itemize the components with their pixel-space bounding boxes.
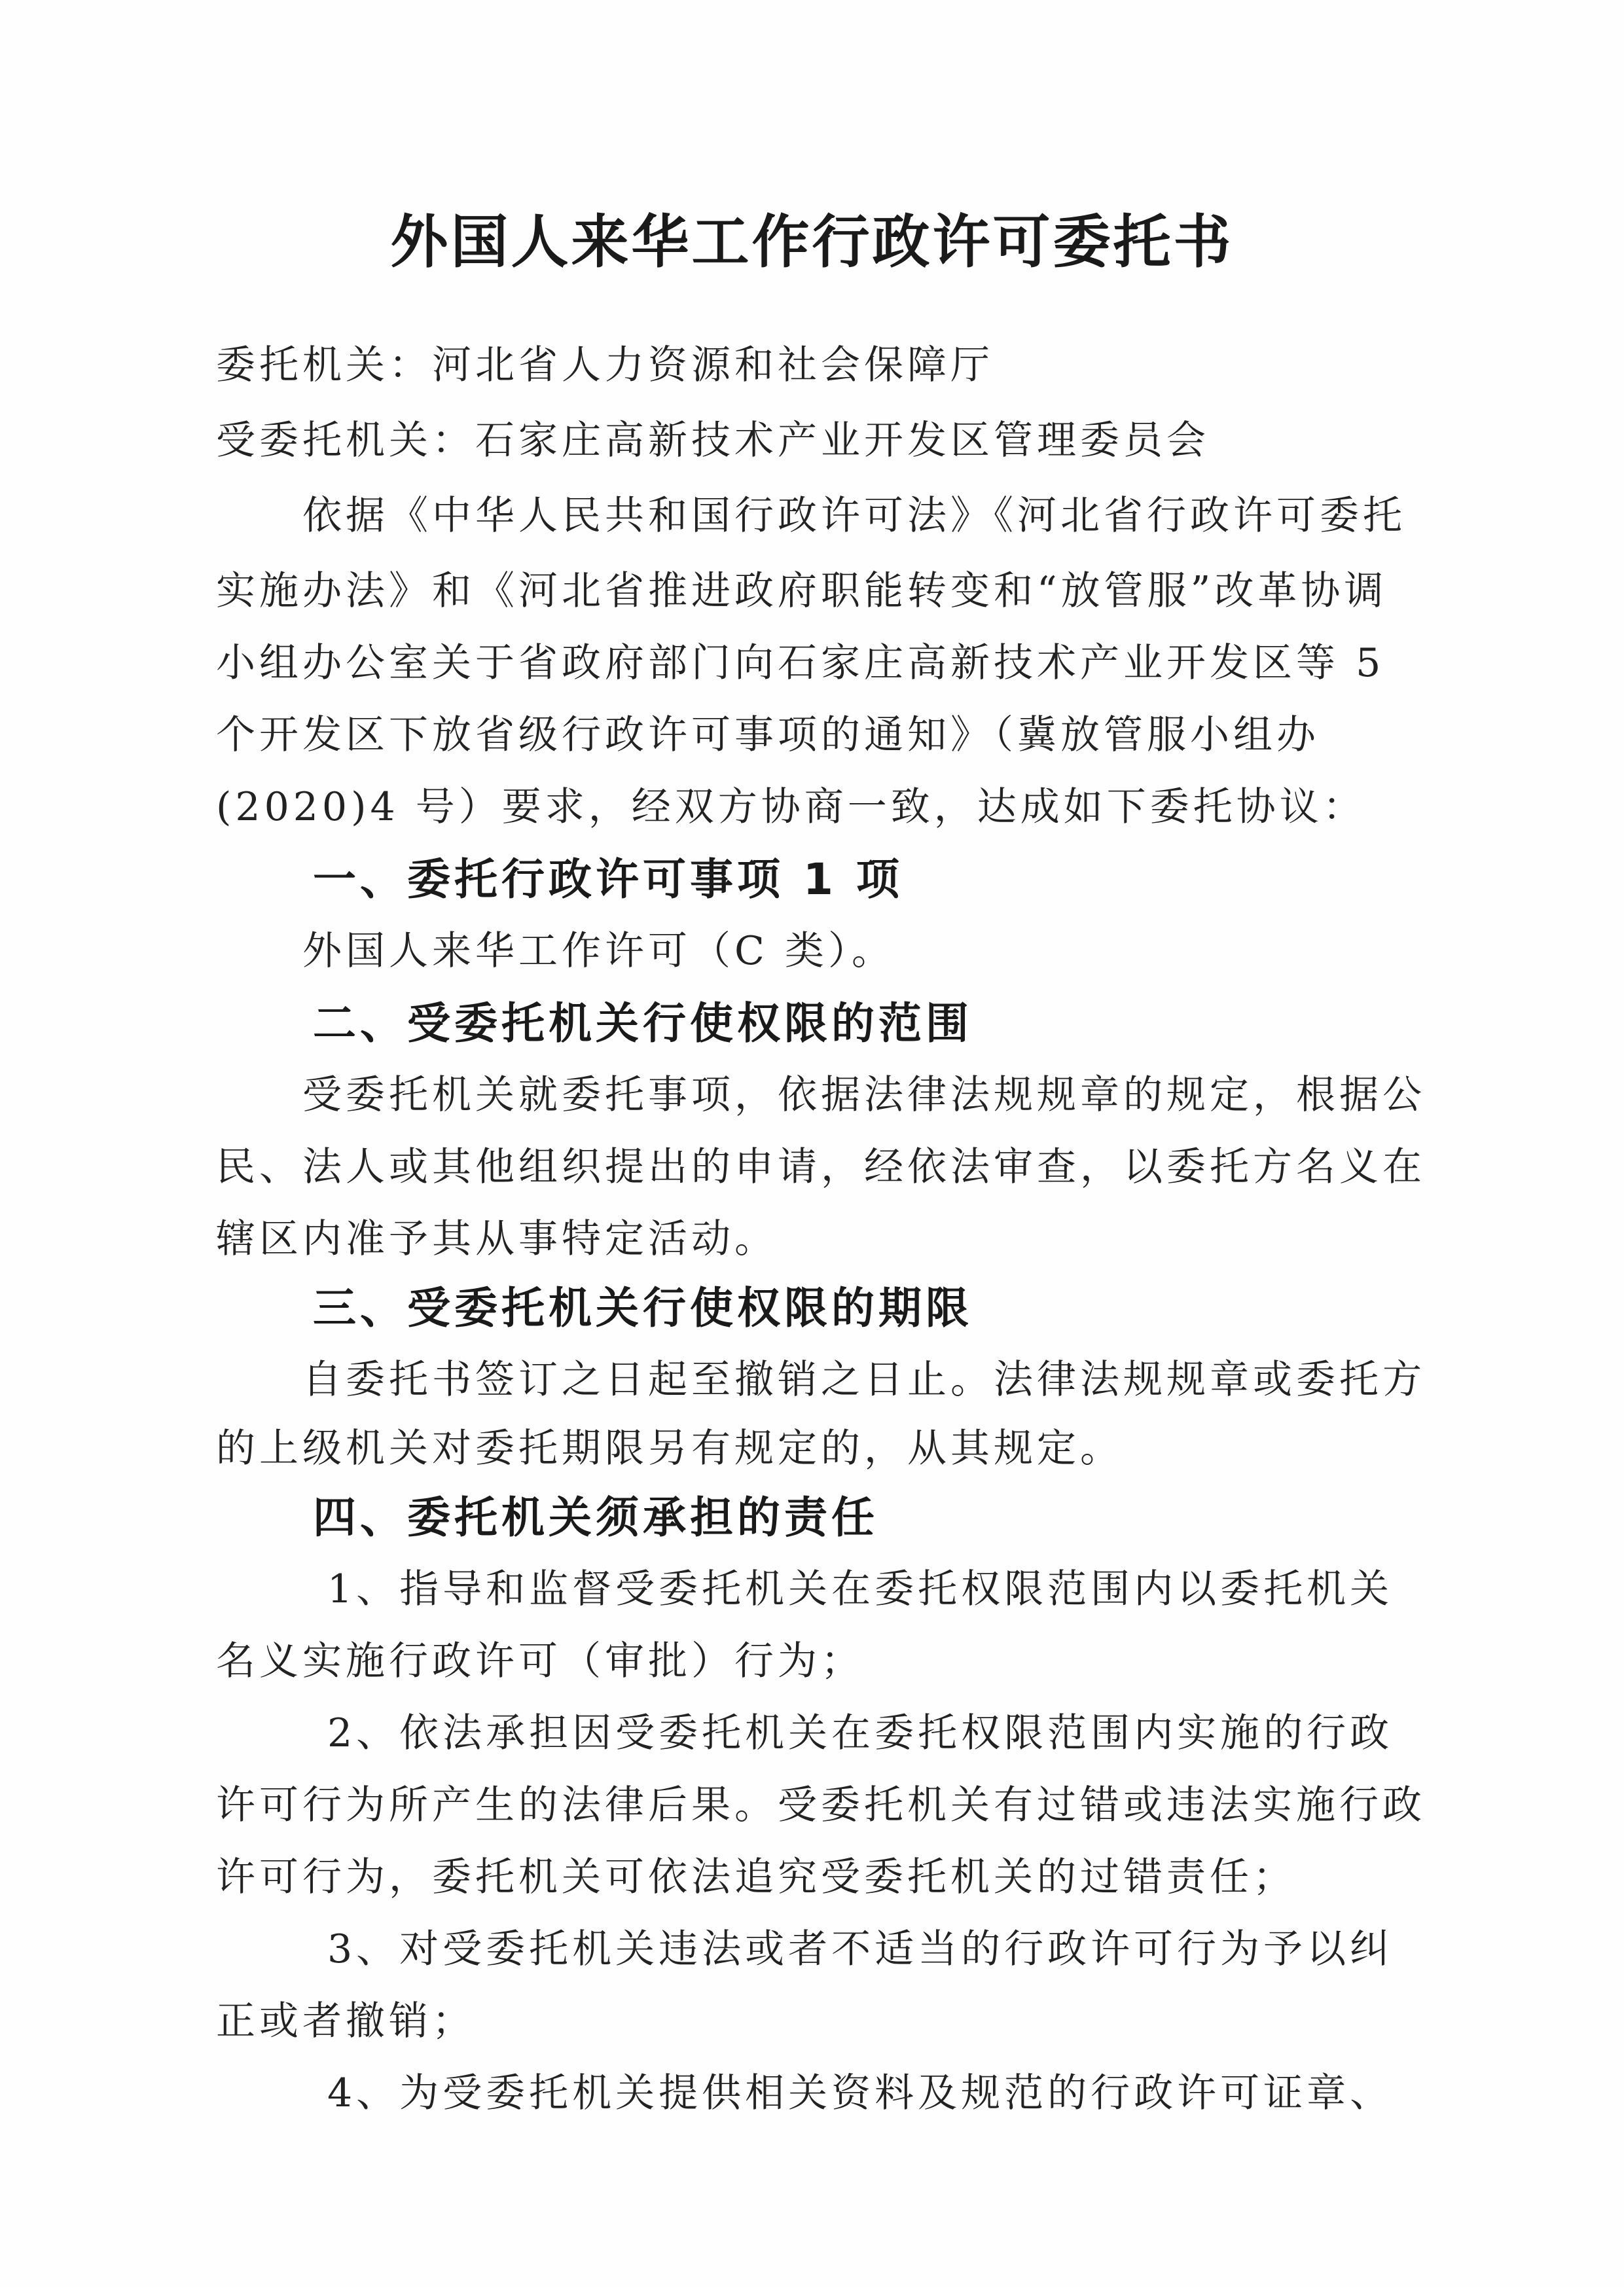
preamble-line: (2020)4 号）要求，经双方协商一致，达成如下委托协议： [216, 784, 1366, 830]
document-title: 外国人来华工作行政许可委托书 [390, 208, 1234, 276]
section-1-line: 外国人来华工作许可（C 类）。 [302, 928, 895, 974]
preamble-line: 实施办法》和《河北省推进政府职能转变和“放管服”改革协调 [216, 568, 1388, 614]
section-heading-3: 三、受委托机关行使权限的期限 [313, 1283, 973, 1333]
section-4-item-2-line: 许可行为所产生的法律后果。受委托机关有过错或违法实施行政 [216, 1782, 1426, 1828]
entrusted-party: 受委托机关：石家庄高新技术产业开发区管理委员会 [216, 418, 1210, 463]
section-3-line: 自委托书签订之日起至撤销之日止。法律法规规章或委托方 [302, 1357, 1426, 1403]
section-4-item-1-line: 1、指导和监督受委托机关在委托权限范围内以委托机关 [327, 1566, 1394, 1612]
section-heading-4: 四、委托机关须承担的责任 [313, 1492, 878, 1543]
section-4-item-2-line: 许可行为，委托机关可依法追究受委托机关的过错责任； [216, 1854, 1296, 1900]
section-2-line: 民、法人或其他组织提出的申请，经依法审查，以委托方名义在 [216, 1144, 1426, 1190]
preamble-line: 依据《中华人民共和国行政许可法》《河北省行政许可委托 [302, 493, 1406, 539]
section-4-item-1-line: 名义实施行政许可（审批）行为； [216, 1638, 864, 1684]
section-2-line: 辖区内准予其从事特定活动。 [216, 1216, 778, 1262]
preamble-line: 个开发区下放省级行政许可事项的通知》（冀放管服小组办 [216, 712, 1320, 758]
section-4-item-2-line: 2、依法承担因受委托机关在委托权限范围内实施的行政 [327, 1710, 1394, 1756]
section-heading-1: 一、委托行政许可事项 1 项 [313, 854, 903, 905]
preamble-line: 小组办公室关于省政府部门向石家庄高新技术产业开发区等 5 [216, 640, 1385, 686]
section-3-line: 的上级机关对委托期限另有规定的，从其规定。 [216, 1426, 1123, 1471]
section-heading-2: 二、受委托机关行使权限的范围 [313, 998, 973, 1049]
section-2-line: 受委托机关就委托事项，依据法律法规规章的规定，根据公 [302, 1072, 1426, 1118]
section-4-item-3-line: 正或者撤销； [216, 1998, 475, 2044]
section-4-item-3-line: 3、对受委托机关违法或者不适当的行政许可行为予以纠 [327, 1926, 1394, 1972]
section-4-item-4-line: 4、为受委托机关提供相关资料及规范的行政许可证章、 [327, 2070, 1394, 2116]
entrusting-party: 委托机关：河北省人力资源和社会保障厅 [216, 342, 994, 388]
